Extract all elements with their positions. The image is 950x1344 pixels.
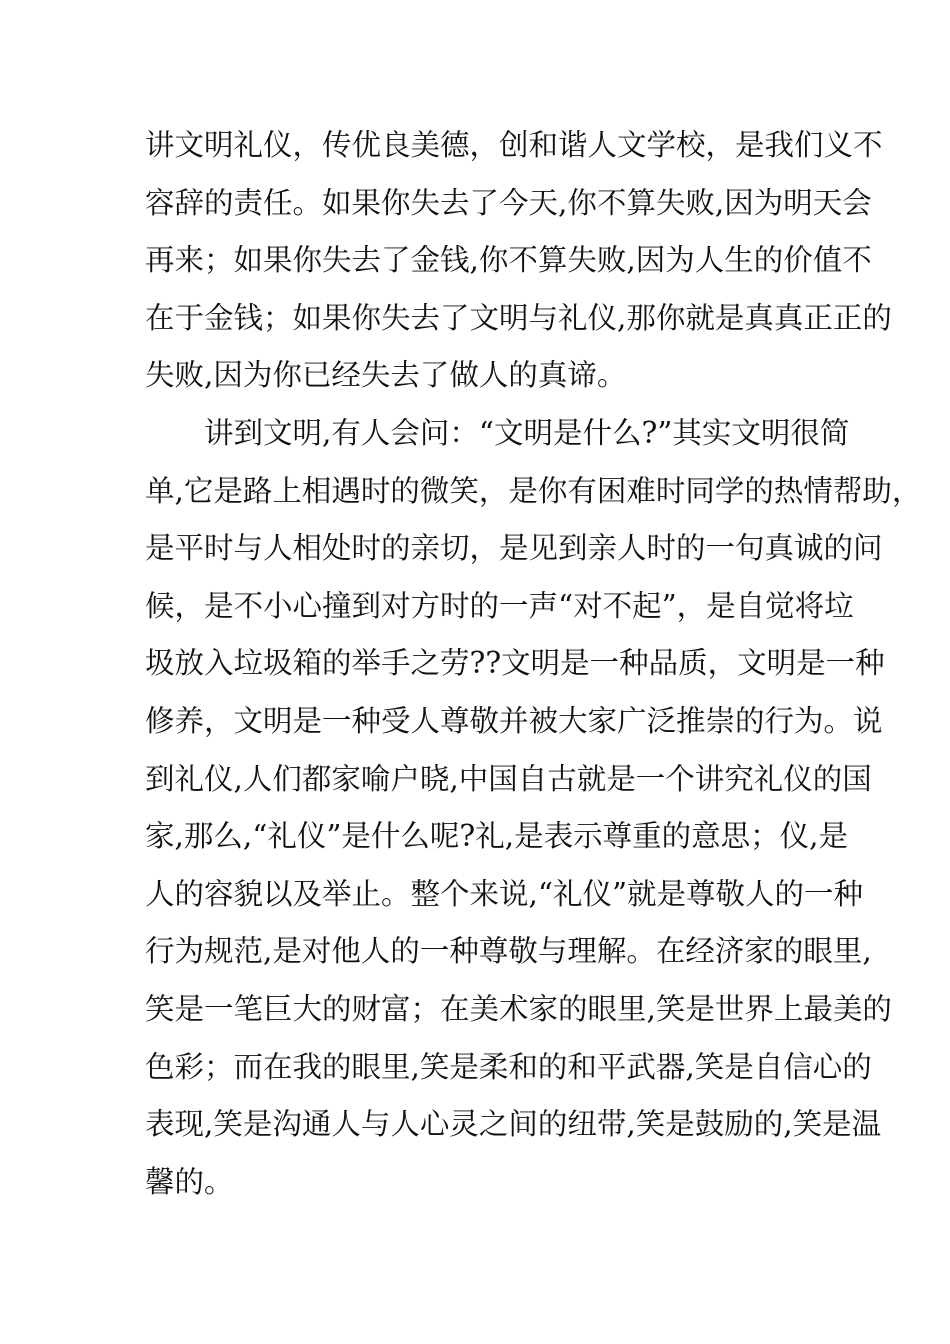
paragraph-2-line-14: 馨的。 [145,1164,234,1199]
paragraph-2-line-9: 人的容貌以及举止。整个来说,“礼仪”就是尊敬人的一种 [145,876,864,911]
paragraph-1-line-4: 在于金钱；如果你失去了文明与礼仪,那你就是真真正正的 [145,300,892,335]
paragraph-2-line-4: 候，是不小心撞到对方时的一声“对不起”，是自觉将垃 [145,588,854,623]
paragraph-1-line-2: 容辞的责任。如果你失去了今天,你不算失败,因为明天会 [145,185,872,220]
document-body [145,117,922,1211]
paragraph-2-line-12: 色彩；而在我的眼里,笑是柔和的和平武器,笑是自信心的 [145,1049,872,1084]
paragraph-1-line-5: 失败,因为你已经失去了做人的真谛。 [145,358,627,393]
paragraph-1-line-3: 再来；如果你失去了金钱,你不算失败,因为人生的价值不 [145,243,872,278]
paragraph-2-line-6: 修养，文明是一种受人尊敬并被大家广泛推崇的行为。说 [145,703,883,738]
paragraph-2-line-5: 圾放入垃圾箱的举手之劳??文明是一种品质，文明是一种 [145,646,885,681]
paragraph-2-line-8: 家,那么,“礼仪”是什么呢?礼,是表示尊重的意思；仪,是 [145,819,848,854]
paragraph-2-line-3: 是平时与人相处时的亲切，是见到亲人时的一句真诚的问 [145,531,883,566]
paragraph-2-line-10: 行为规范,是对他人的一种尊敬与理解。在经济家的眼里, [145,934,872,969]
paragraph-2-line-7: 到礼仪,人们都家喻户晓,中国自古就是一个讲究礼仪的国 [145,761,872,796]
paragraph-2-line-2: 单,它是路上相遇时的微笑，是你有困难时同学的热情帮助， [145,473,922,508]
paragraph-1-line-1: 讲文明礼仪，传优良美德，创和谐人文学校，是我们义不 [145,128,883,162]
paragraph-2-line-13: 表现,笑是沟通人与人心灵之间的纽带,笑是鼓励的,笑是温 [145,1107,882,1142]
paragraph-2-line-11: 笑是一笔巨大的财富；在美术家的眼里,笑是世界上最美的 [145,991,892,1026]
paragraph-2-line-1: 讲到文明,有人会问：“文明是什么?”其实文明很简 [204,415,850,450]
